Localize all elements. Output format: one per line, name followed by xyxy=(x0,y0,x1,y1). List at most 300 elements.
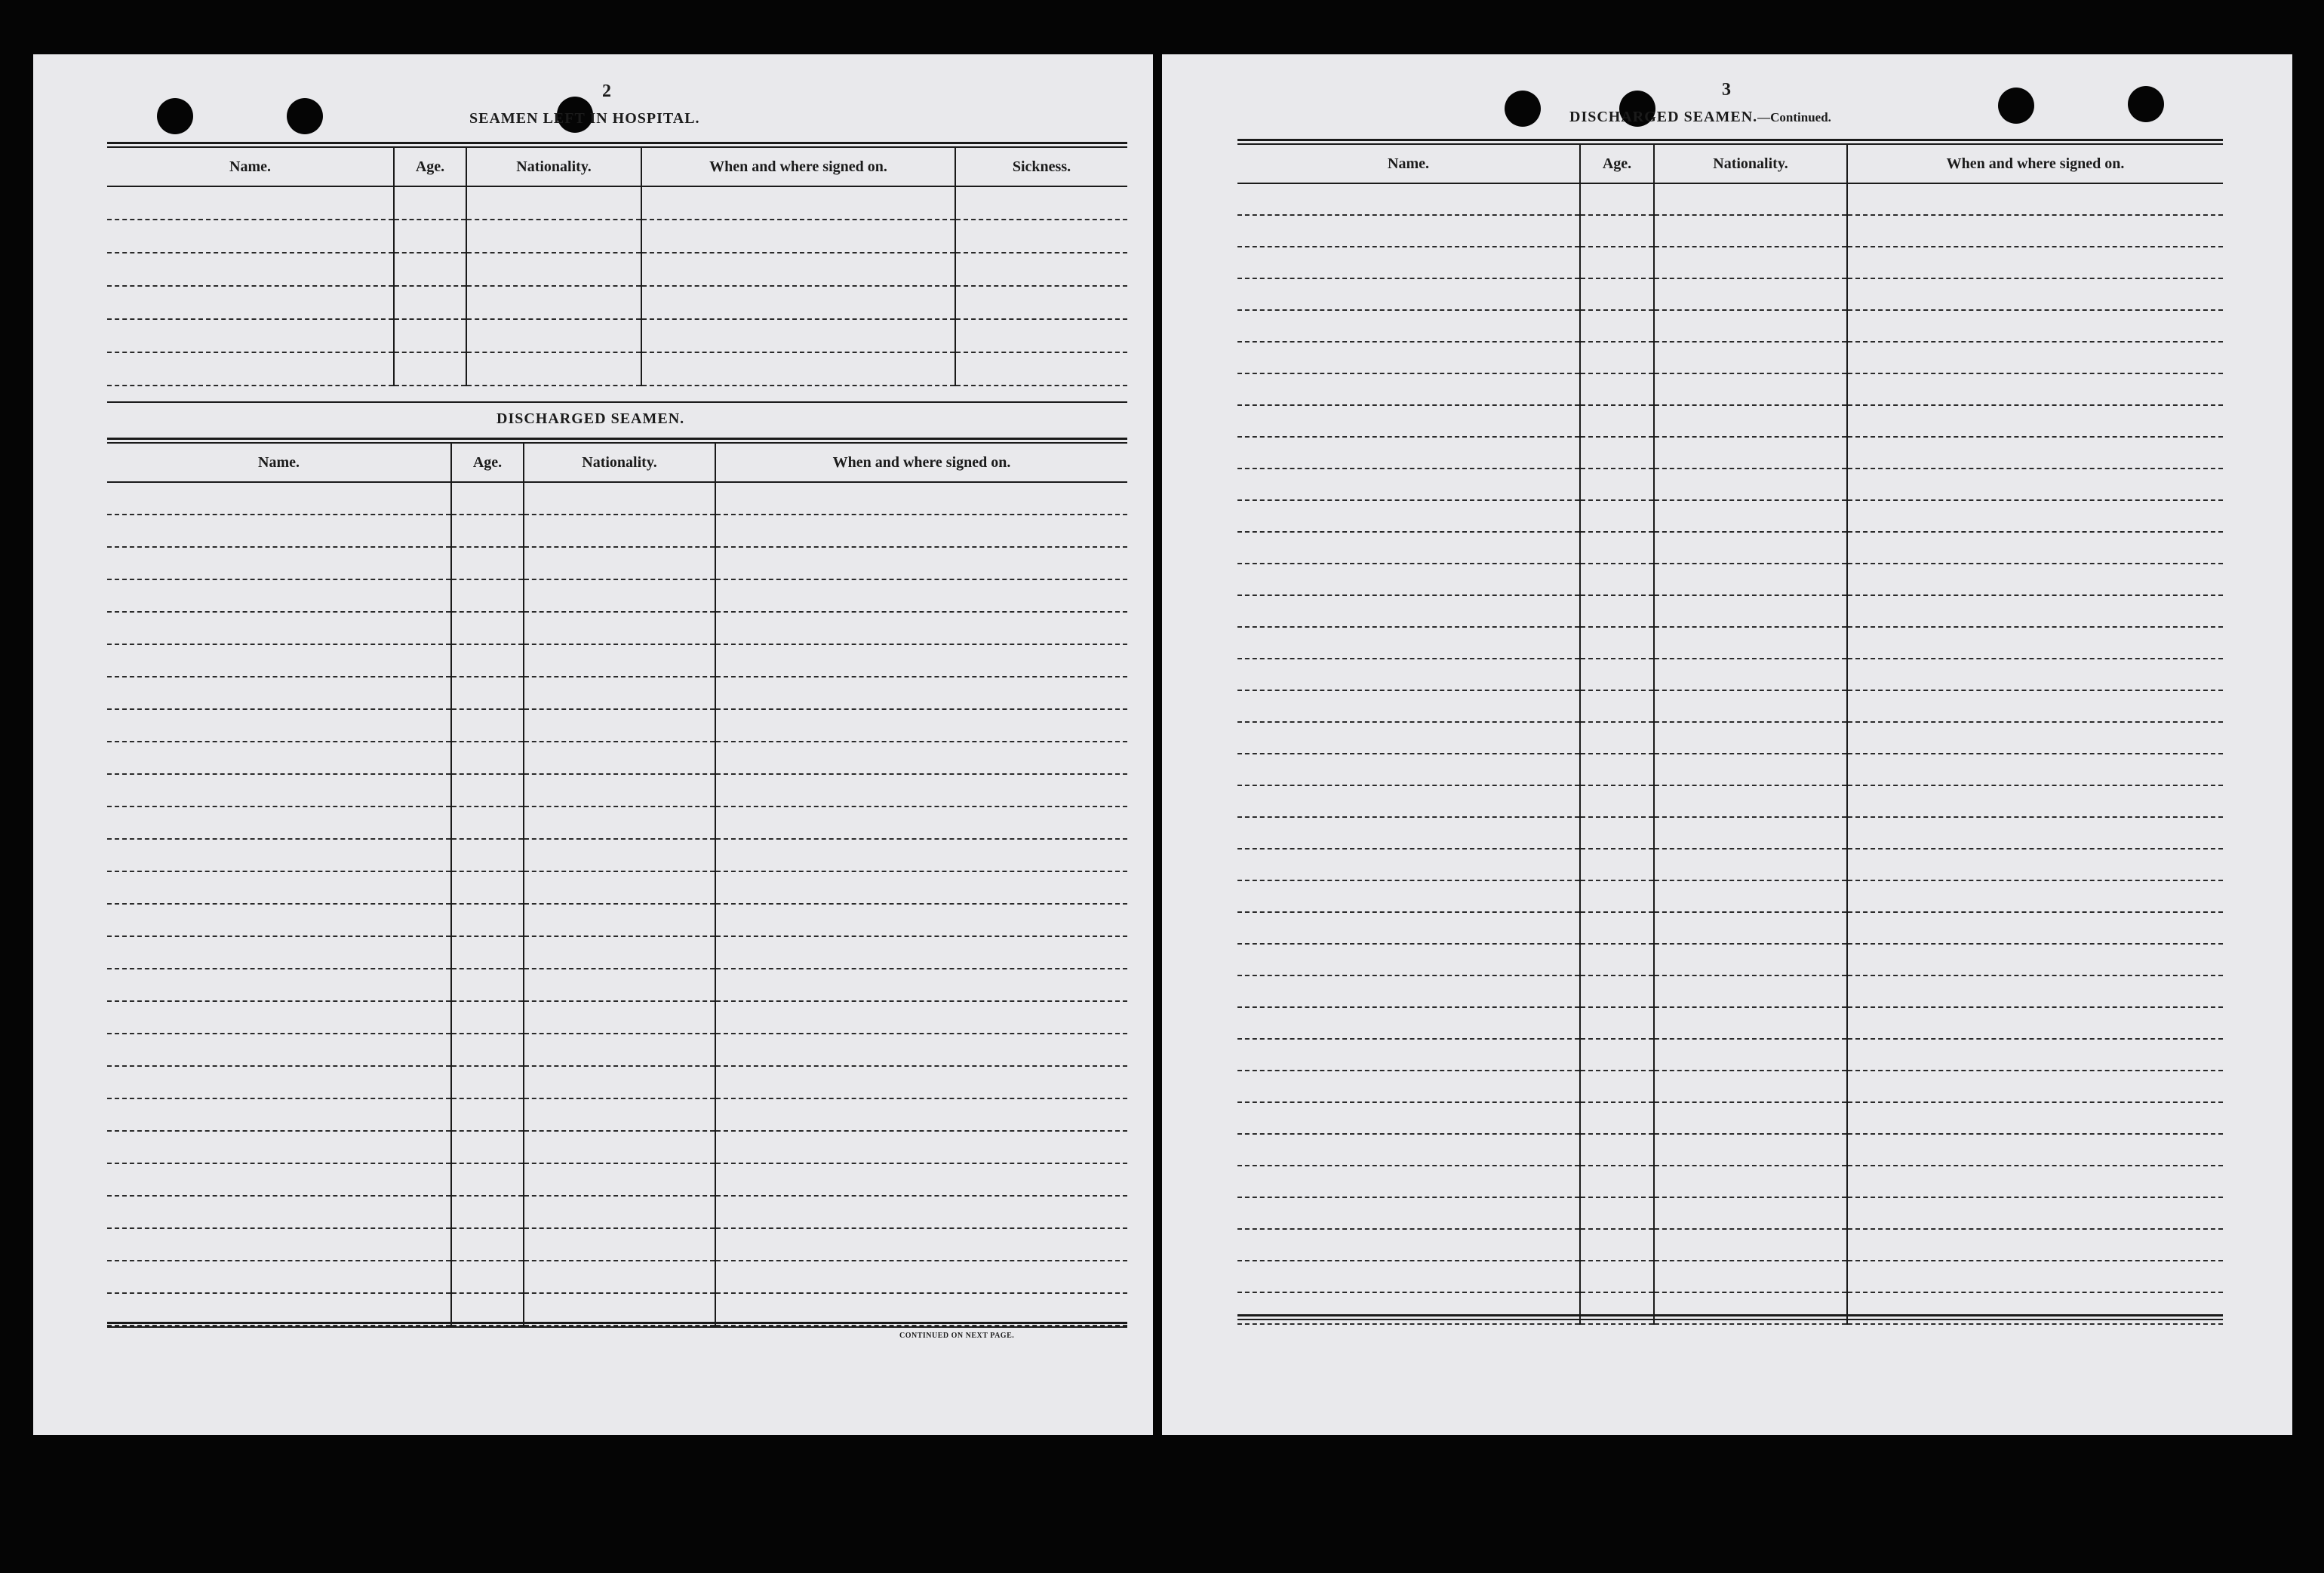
entry-cell[interactable] xyxy=(1847,278,2223,310)
entry-cell[interactable] xyxy=(451,677,524,709)
entry-cell[interactable] xyxy=(524,806,715,839)
entry-cell[interactable] xyxy=(524,1131,715,1163)
entry-cell[interactable] xyxy=(524,936,715,969)
entry-cell[interactable] xyxy=(641,286,955,319)
entry-cell[interactable] xyxy=(1654,659,1847,690)
entry-cell[interactable] xyxy=(715,1261,1127,1293)
entry-cell[interactable] xyxy=(451,1163,524,1196)
entry-cell[interactable] xyxy=(1654,1134,1847,1166)
table-row xyxy=(107,904,1127,936)
entry-cell[interactable] xyxy=(1654,975,1847,1007)
entry-cell[interactable] xyxy=(451,1001,524,1034)
entry-cell[interactable] xyxy=(1847,1007,2223,1039)
entry-cell[interactable] xyxy=(1654,532,1847,564)
entry-cell[interactable] xyxy=(524,612,715,644)
entry-cell[interactable] xyxy=(451,1261,524,1293)
entry-cell[interactable] xyxy=(1654,1102,1847,1134)
entry-cell[interactable] xyxy=(1847,627,2223,659)
entry-cell[interactable] xyxy=(524,547,715,579)
entry-cell[interactable] xyxy=(715,871,1127,904)
entry-cell[interactable] xyxy=(1847,1197,2223,1229)
entry-cell[interactable] xyxy=(1237,215,1580,247)
entry-cell[interactable] xyxy=(451,579,524,612)
entry-cell[interactable] xyxy=(394,220,466,253)
entry-cell[interactable] xyxy=(715,742,1127,774)
entry-cell[interactable] xyxy=(1237,975,1580,1007)
entry-cell[interactable] xyxy=(1654,627,1847,659)
entry-cell[interactable] xyxy=(107,871,451,904)
entry-cell[interactable] xyxy=(107,352,394,386)
entry-cell[interactable] xyxy=(1580,1229,1654,1261)
entry-cell[interactable] xyxy=(1237,1071,1580,1102)
entry-cell[interactable] xyxy=(1237,469,1580,500)
entry-cell[interactable] xyxy=(107,1131,451,1163)
entry-cell[interactable] xyxy=(1654,215,1847,247)
entry-cell[interactable] xyxy=(107,904,451,936)
table-row xyxy=(1237,437,2223,469)
entry-cell[interactable] xyxy=(1847,975,2223,1007)
entry-cell[interactable] xyxy=(394,286,466,319)
entry-cell[interactable] xyxy=(1580,1071,1654,1102)
entry-cell[interactable] xyxy=(524,709,715,742)
entry-cell[interactable] xyxy=(451,515,524,547)
table-row xyxy=(1237,532,2223,564)
entry-cell[interactable] xyxy=(394,319,466,352)
entry-cell[interactable] xyxy=(107,186,394,220)
entry-cell[interactable] xyxy=(107,709,451,742)
entry-cell[interactable] xyxy=(524,1034,715,1066)
entry-cell[interactable] xyxy=(1847,785,2223,817)
entry-cell[interactable] xyxy=(1580,1039,1654,1071)
entry-cell[interactable] xyxy=(451,1066,524,1098)
entry-cell[interactable] xyxy=(715,677,1127,709)
entry-cell[interactable] xyxy=(1237,944,1580,975)
entry-cell[interactable] xyxy=(1237,880,1580,912)
entry-cell[interactable] xyxy=(1654,373,1847,405)
entry-cell[interactable] xyxy=(1237,1134,1580,1166)
entry-cell[interactable] xyxy=(451,904,524,936)
entry-cell[interactable] xyxy=(1847,817,2223,849)
entry-cell[interactable] xyxy=(641,253,955,286)
entry-cell[interactable] xyxy=(451,547,524,579)
entry-cell[interactable] xyxy=(107,1293,451,1326)
entry-cell[interactable] xyxy=(107,1228,451,1261)
entry-cell[interactable] xyxy=(107,1196,451,1228)
entry-cell[interactable] xyxy=(1237,278,1580,310)
entry-cell[interactable] xyxy=(1580,342,1654,373)
entry-cell[interactable] xyxy=(1237,1039,1580,1071)
entry-cell[interactable] xyxy=(1580,595,1654,627)
entry-cell[interactable] xyxy=(715,515,1127,547)
entry-cell[interactable] xyxy=(641,220,955,253)
entry-cell[interactable] xyxy=(1654,469,1847,500)
entry-cell[interactable] xyxy=(451,1131,524,1163)
entry-cell[interactable] xyxy=(1654,564,1847,595)
entry-cell[interactable] xyxy=(451,839,524,871)
entry-cell[interactable] xyxy=(451,1228,524,1261)
entry-cell[interactable] xyxy=(107,482,451,515)
entry-cell[interactable] xyxy=(1580,278,1654,310)
entry-cell[interactable] xyxy=(1237,754,1580,785)
entry-cell[interactable] xyxy=(107,1098,451,1131)
entry-cell[interactable] xyxy=(107,1261,451,1293)
entry-cell[interactable] xyxy=(715,806,1127,839)
entry-cell[interactable] xyxy=(451,1293,524,1326)
entry-cell[interactable] xyxy=(1237,1007,1580,1039)
entry-cell[interactable] xyxy=(1237,595,1580,627)
entry-cell[interactable] xyxy=(451,612,524,644)
entry-cell[interactable] xyxy=(451,742,524,774)
entry-cell[interactable] xyxy=(1580,1102,1654,1134)
entry-cell[interactable] xyxy=(1237,500,1580,532)
entry-cell[interactable] xyxy=(107,644,451,677)
entry-cell[interactable] xyxy=(955,319,1127,352)
entry-cell[interactable] xyxy=(1237,310,1580,342)
entry-cell[interactable] xyxy=(1847,722,2223,754)
entry-cell[interactable] xyxy=(466,352,641,386)
entry-cell[interactable] xyxy=(1847,1166,2223,1197)
entry-cell[interactable] xyxy=(524,839,715,871)
entry-cell[interactable] xyxy=(715,709,1127,742)
entry-cell[interactable] xyxy=(451,1098,524,1131)
entry-cell[interactable] xyxy=(1237,1102,1580,1134)
entry-cell[interactable] xyxy=(466,319,641,352)
table-row xyxy=(107,612,1127,644)
entry-cell[interactable] xyxy=(1237,690,1580,722)
entry-cell[interactable] xyxy=(107,969,451,1001)
entry-cell[interactable] xyxy=(394,186,466,220)
table-row xyxy=(107,286,1127,319)
table-row xyxy=(1237,247,2223,278)
entry-cell[interactable] xyxy=(955,286,1127,319)
entry-cell[interactable] xyxy=(1847,437,2223,469)
discharged-double-rule xyxy=(107,438,1127,444)
entry-cell[interactable] xyxy=(1847,310,2223,342)
entry-cell[interactable] xyxy=(466,186,641,220)
entry-cell[interactable] xyxy=(1847,405,2223,437)
entry-cell[interactable] xyxy=(1654,722,1847,754)
entry-cell[interactable] xyxy=(451,806,524,839)
entry-cell[interactable] xyxy=(1847,1102,2223,1134)
entry-cell[interactable] xyxy=(1654,595,1847,627)
entry-cell[interactable] xyxy=(641,352,955,386)
entry-cell[interactable] xyxy=(524,1066,715,1098)
entry-cell[interactable] xyxy=(1847,183,2223,215)
entry-cell[interactable] xyxy=(524,742,715,774)
entry-cell[interactable] xyxy=(524,677,715,709)
table-row xyxy=(107,1001,1127,1034)
entry-cell[interactable] xyxy=(1654,278,1847,310)
entry-cell[interactable] xyxy=(107,1034,451,1066)
entry-cell[interactable] xyxy=(715,774,1127,806)
entry-cell[interactable] xyxy=(715,1163,1127,1196)
entry-cell[interactable] xyxy=(1847,880,2223,912)
entry-cell[interactable] xyxy=(1237,659,1580,690)
entry-cell[interactable] xyxy=(1847,247,2223,278)
entry-cell[interactable] xyxy=(451,969,524,1001)
entry-cell[interactable] xyxy=(107,806,451,839)
entry-cell[interactable] xyxy=(1580,469,1654,500)
entry-cell[interactable] xyxy=(1237,437,1580,469)
entry-cell[interactable] xyxy=(451,709,524,742)
entry-cell[interactable] xyxy=(1654,310,1847,342)
entry-cell[interactable] xyxy=(1654,849,1847,880)
entry-cell[interactable] xyxy=(1654,754,1847,785)
entry-cell[interactable] xyxy=(1580,627,1654,659)
entry-cell[interactable] xyxy=(524,1228,715,1261)
entry-cell[interactable] xyxy=(715,1293,1127,1326)
entry-cell[interactable] xyxy=(1847,342,2223,373)
entry-cell[interactable] xyxy=(1654,1229,1847,1261)
entry-cell[interactable] xyxy=(1237,532,1580,564)
entry-cell[interactable] xyxy=(451,482,524,515)
entry-cell[interactable] xyxy=(955,220,1127,253)
entry-cell[interactable] xyxy=(451,871,524,904)
entry-cell[interactable] xyxy=(1237,1166,1580,1197)
entry-cell[interactable] xyxy=(524,774,715,806)
entry-cell[interactable] xyxy=(1847,1071,2223,1102)
entry-cell[interactable] xyxy=(1237,1229,1580,1261)
entry-cell[interactable] xyxy=(394,352,466,386)
entry-cell[interactable] xyxy=(715,969,1127,1001)
entry-cell[interactable] xyxy=(1847,215,2223,247)
entry-cell[interactable] xyxy=(107,319,394,352)
entry-cell[interactable] xyxy=(1654,1166,1847,1197)
entry-cell[interactable] xyxy=(1580,373,1654,405)
entry-cell[interactable] xyxy=(1847,754,2223,785)
entry-cell[interactable] xyxy=(524,1196,715,1228)
column-header: Nationality. xyxy=(466,148,641,186)
entry-cell[interactable] xyxy=(715,1034,1127,1066)
entry-cell[interactable] xyxy=(1847,469,2223,500)
entry-cell[interactable] xyxy=(715,839,1127,871)
entry-cell[interactable] xyxy=(1580,310,1654,342)
entry-cell[interactable] xyxy=(1580,880,1654,912)
entry-cell[interactable] xyxy=(715,1098,1127,1131)
entry-cell[interactable] xyxy=(107,286,394,319)
entry-cell[interactable] xyxy=(1580,500,1654,532)
entry-cell[interactable] xyxy=(1847,912,2223,944)
entry-cell[interactable] xyxy=(107,742,451,774)
entry-cell[interactable] xyxy=(466,220,641,253)
entry-cell[interactable] xyxy=(1580,975,1654,1007)
entry-cell[interactable] xyxy=(1580,405,1654,437)
entry-cell[interactable] xyxy=(1654,785,1847,817)
entry-cell[interactable] xyxy=(1654,1039,1847,1071)
entry-cell[interactable] xyxy=(1237,912,1580,944)
table-row xyxy=(1237,627,2223,659)
entry-cell[interactable] xyxy=(1847,373,2223,405)
entry-cell[interactable] xyxy=(1237,183,1580,215)
entry-cell[interactable] xyxy=(524,644,715,677)
column-header: Sickness. xyxy=(955,148,1127,186)
entry-cell[interactable] xyxy=(715,1131,1127,1163)
entry-cell[interactable] xyxy=(107,839,451,871)
entry-cell[interactable] xyxy=(715,1196,1127,1228)
entry-cell[interactable] xyxy=(524,969,715,1001)
table-row xyxy=(107,806,1127,839)
entry-cell[interactable] xyxy=(524,1163,715,1196)
entry-cell[interactable] xyxy=(107,612,451,644)
page-number: 3 xyxy=(1722,80,1731,100)
entry-cell[interactable] xyxy=(107,1066,451,1098)
table-row xyxy=(107,1131,1127,1163)
entry-cell[interactable] xyxy=(1237,564,1580,595)
entry-cell[interactable] xyxy=(1847,1229,2223,1261)
entry-cell[interactable] xyxy=(524,1001,715,1034)
entry-cell[interactable] xyxy=(107,253,394,286)
entry-cell[interactable] xyxy=(107,1163,451,1196)
entry-cell[interactable] xyxy=(1580,1197,1654,1229)
entry-cell[interactable] xyxy=(107,936,451,969)
entry-cell[interactable] xyxy=(1237,817,1580,849)
entry-cell[interactable] xyxy=(524,482,715,515)
entry-cell[interactable] xyxy=(1847,532,2223,564)
right-page xyxy=(1162,54,2292,1435)
table-row xyxy=(107,644,1127,677)
entry-cell[interactable] xyxy=(1654,500,1847,532)
entry-cell[interactable] xyxy=(524,579,715,612)
entry-cell[interactable] xyxy=(1654,690,1847,722)
entry-cell[interactable] xyxy=(1237,849,1580,880)
entry-cell[interactable] xyxy=(1580,722,1654,754)
entry-cell[interactable] xyxy=(107,677,451,709)
entry-cell[interactable] xyxy=(1580,564,1654,595)
entry-cell[interactable] xyxy=(1237,785,1580,817)
entry-cell[interactable] xyxy=(1580,183,1654,215)
entry-cell[interactable] xyxy=(1654,880,1847,912)
entry-cell[interactable] xyxy=(1580,754,1654,785)
entry-cell[interactable] xyxy=(1580,1261,1654,1292)
entry-cell[interactable] xyxy=(451,644,524,677)
entry-cell[interactable] xyxy=(715,547,1127,579)
entry-cell[interactable] xyxy=(107,1001,451,1034)
entry-cell[interactable] xyxy=(715,1228,1127,1261)
entry-cell[interactable] xyxy=(1654,944,1847,975)
entry-cell[interactable] xyxy=(451,774,524,806)
entry-cell[interactable] xyxy=(955,253,1127,286)
entry-cell[interactable] xyxy=(1580,944,1654,975)
table-row xyxy=(107,515,1127,547)
entry-cell[interactable] xyxy=(107,579,451,612)
entry-cell[interactable] xyxy=(641,186,955,220)
entry-cell[interactable] xyxy=(1654,405,1847,437)
entry-cell[interactable] xyxy=(466,253,641,286)
entry-cell[interactable] xyxy=(1654,912,1847,944)
header-double-rule xyxy=(1237,139,2223,145)
entry-cell[interactable] xyxy=(1237,722,1580,754)
entry-cell[interactable] xyxy=(1847,659,2223,690)
entry-cell[interactable] xyxy=(715,612,1127,644)
entry-cell[interactable] xyxy=(524,871,715,904)
entry-cell[interactable] xyxy=(394,253,466,286)
entry-cell[interactable] xyxy=(451,1034,524,1066)
entry-cell[interactable] xyxy=(524,1261,715,1293)
entry-cell[interactable] xyxy=(1580,1134,1654,1166)
entry-cell[interactable] xyxy=(1654,1071,1847,1102)
entry-cell[interactable] xyxy=(715,482,1127,515)
entry-cell[interactable] xyxy=(1847,944,2223,975)
entry-cell[interactable] xyxy=(1847,849,2223,880)
entry-cell[interactable] xyxy=(1580,659,1654,690)
entry-cell[interactable] xyxy=(1847,564,2223,595)
table-row xyxy=(107,774,1127,806)
entry-cell[interactable] xyxy=(1580,849,1654,880)
entry-cell[interactable] xyxy=(1580,912,1654,944)
entry-cell[interactable] xyxy=(107,547,451,579)
entry-cell[interactable] xyxy=(1237,627,1580,659)
entry-cell[interactable] xyxy=(1654,183,1847,215)
entry-cell[interactable] xyxy=(1580,817,1654,849)
entry-cell[interactable] xyxy=(715,936,1127,969)
table-row xyxy=(107,579,1127,612)
entry-cell[interactable] xyxy=(641,319,955,352)
entry-cell[interactable] xyxy=(466,286,641,319)
column-header: Name. xyxy=(1237,145,1580,183)
entry-cell[interactable] xyxy=(1847,1039,2223,1071)
entry-cell[interactable] xyxy=(1654,247,1847,278)
column-header: When and where signed on. xyxy=(1847,145,2223,183)
entry-cell[interactable] xyxy=(1654,342,1847,373)
entry-cell[interactable] xyxy=(524,1098,715,1131)
entry-cell[interactable] xyxy=(1237,405,1580,437)
entry-cell[interactable] xyxy=(715,904,1127,936)
entry-cell[interactable] xyxy=(524,515,715,547)
entry-cell[interactable] xyxy=(955,186,1127,220)
table-row xyxy=(107,482,1127,515)
table-row xyxy=(1237,722,2223,754)
entry-cell[interactable] xyxy=(1847,690,2223,722)
entry-cell[interactable] xyxy=(1654,1261,1847,1292)
table-row xyxy=(107,352,1127,386)
entry-cell[interactable] xyxy=(524,904,715,936)
entry-cell[interactable] xyxy=(1580,215,1654,247)
entry-cell[interactable] xyxy=(1654,817,1847,849)
entry-cell[interactable] xyxy=(1847,595,2223,627)
entry-cell[interactable] xyxy=(1654,1007,1847,1039)
entry-cell[interactable] xyxy=(451,936,524,969)
entry-cell[interactable] xyxy=(1237,373,1580,405)
entry-cell[interactable] xyxy=(1237,342,1580,373)
entry-cell[interactable] xyxy=(1580,247,1654,278)
entry-cell[interactable] xyxy=(715,644,1127,677)
entry-cell[interactable] xyxy=(1847,500,2223,532)
entry-cell[interactable] xyxy=(1237,1261,1580,1292)
entry-cell[interactable] xyxy=(1654,1197,1847,1229)
entry-cell[interactable] xyxy=(107,220,394,253)
entry-cell[interactable] xyxy=(451,1196,524,1228)
entry-cell[interactable] xyxy=(107,515,451,547)
entry-cell[interactable] xyxy=(1580,532,1654,564)
entry-cell[interactable] xyxy=(1580,1166,1654,1197)
entry-cell[interactable] xyxy=(955,352,1127,386)
entry-cell[interactable] xyxy=(1580,1007,1654,1039)
entry-cell[interactable] xyxy=(1580,437,1654,469)
entry-cell[interactable] xyxy=(715,579,1127,612)
table-row xyxy=(107,969,1127,1001)
entry-cell[interactable] xyxy=(715,1001,1127,1034)
entry-cell[interactable] xyxy=(524,1293,715,1326)
entry-cell[interactable] xyxy=(1237,247,1580,278)
entry-cell[interactable] xyxy=(1847,1261,2223,1292)
entry-cell[interactable] xyxy=(107,774,451,806)
entry-cell[interactable] xyxy=(715,1066,1127,1098)
entry-cell[interactable] xyxy=(1237,1197,1580,1229)
entry-cell[interactable] xyxy=(1580,785,1654,817)
entry-cell[interactable] xyxy=(1847,1134,2223,1166)
entry-cell[interactable] xyxy=(1580,690,1654,722)
entry-cell[interactable] xyxy=(1654,437,1847,469)
